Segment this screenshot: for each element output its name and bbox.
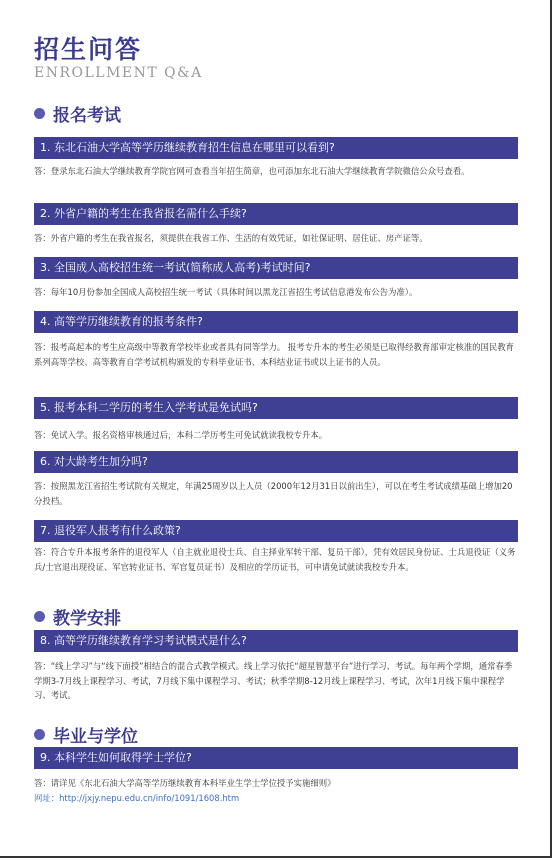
page-title: 招生问答 [34,35,143,64]
answer-8: 答：“线上学习”与“线下面授”相结合的混合式教学模式。线上学习依托“超星智慧平台”进行学习、考试。每年两个学期，通常春季学期3-7月线上课程学习、考试，7月线下集中课程学习、考试；秋季学期8-12月线上课程学习、考试，次年1月线下集中课程学习、考试。 [34,661,513,700]
section-title: 毕业与学位 [53,727,138,747]
section-title: 教学安排 [53,609,121,629]
question-1: 1. 东北石油大学高等学历继续教育招生信息在哪里可以看到? [34,137,518,159]
answer-2: 答：外省户籍的考生在我省报名，须提供在我省工作、生活的有效凭证，如社保证明、居住证、房产证等。 [34,233,428,243]
question-4: 4. 高等学历继续教育的报考条件? [34,311,518,333]
section-teaching [34,604,121,629]
question-7: 7. 退役军人报考有什么政策? [34,520,518,542]
answer-5: 答：免试入学。报名资格审核通过后，本科二学历考生可免试就读我校专升本。 [34,430,328,440]
question-8: 8. 高等学历继续教育学习考试模式是什么? [34,630,518,652]
answer-3: 答：每年10月份参加全国成人高校招生统一考试（具体时间以黑龙江省招生考试信息港发布公告为准）。 [34,287,418,297]
bullet-dot-icon [34,108,45,119]
bullet-dot-icon [34,611,45,622]
question-5: 5. 报考本科二学历的考生入学考试是免试吗? [34,397,518,419]
answer-9 [34,776,520,805]
url-link[interactable]: 网址：http://jxjy.nepu.edu.cn/info/1091/1608.htm [34,792,240,803]
section-graduation [34,722,138,747]
page-subtitle: ENROLLMENT Q&A [34,65,203,81]
question-3: 3. 全国成人高校招生统一考试(简称成人高考)考试时间? [34,257,518,279]
section-registration [34,101,121,126]
question-6: 6. 对大龄考生加分吗? [34,451,518,473]
answer-text: 答：请详见《东北石油大学高等学历继续教育本科毕业生学士学位授予实施细则》 [34,778,336,788]
section-title: 报名考试 [53,106,121,126]
answer-6: 答：按照黑龙江省招生考试院有关规定，年满25周岁以上人员（2000年12月31日以前出生），可以在考生考试成绩基础上增加20分投档。 [34,481,513,506]
answer-4: 答：报考高起本的考生应高级中等教育学校毕业或者具有同等学力。 报考专升本的考生必须是已取得经教育部审定核准的国民教育系列高等学校、高等教育自学考试机构颁发的专科毕业证书、本科结业证书或以上证书的人员。 [34,342,515,367]
question-2: 2. 外省户籍的考生在我省报名需什么手续? [34,203,518,225]
answer-1: 答：登录东北石油大学继续教育学院官网可查看当年招生简章，也可添加东北石油大学继续教育学院微信公众号查看。 [34,166,470,176]
bullet-dot-icon [34,729,45,740]
question-9: 9. 本科学生如何取得学士学位? [34,747,518,769]
answer-7: 答：符合专升本报考条件的退役军人（自主就业退役士兵、自主择业军转干部、复员干部），凭有效居民身份证、士兵退役证（义务兵/士官退出现役证、军官转业证书、军官复员证书）及相应的学历证书，可申请免试就读我校专升本。 [34,547,516,572]
